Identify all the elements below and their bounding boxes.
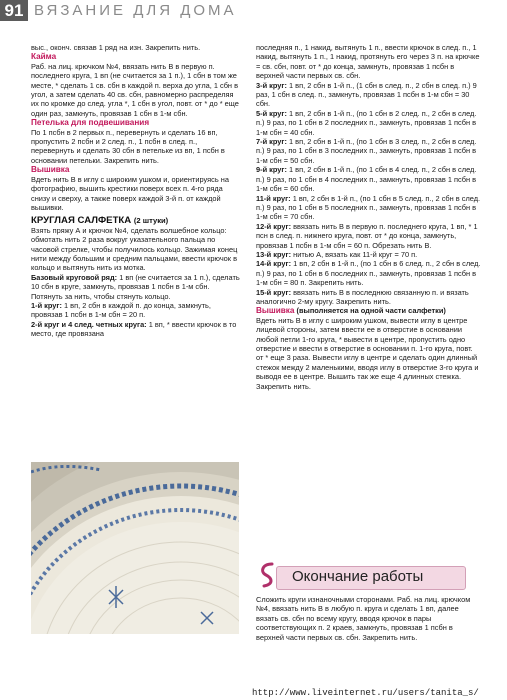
page-header	[0, 0, 507, 22]
round-9	[256, 165, 481, 193]
round-1	[31, 301, 241, 320]
round-2-label: 2-й круг и 4 след. четных круга:	[31, 319, 147, 329]
embroidery2-text: Вдеть нить В в иглу с широким ушком, вывести иглу в центре лицевой стороны, затем ввести ее в отверстие в основании любой петли 1-го круга, * вывести в центре, пропустить одно отверстие и ввести в отверстие в основании п. 1-го круга, повт. от * еще 3 раза. Вывести иглу в центре и сделать один длинный стежок между 2 маленькими, вводя иглу в отверстие 3-го круга и выводя ее в центре. Вышить так же еще 4 длинных стежка. Закрепить нить.	[256, 315, 479, 391]
round-14-label: 14-й круг:	[256, 259, 292, 269]
right-column	[256, 43, 481, 391]
round-3-text: 1 вп, 2 сбн в 1-й п., (1 сбн в след. п., 2 сбн в след. п.) 9 раз, 1 сбн в след. п., замкнуть, провязав 1 псбн в 1-м сбн = 30 сбн.	[256, 80, 477, 109]
magazine-title: ВЯЗАНИЕ ДЛЯ ДОМА	[34, 2, 237, 19]
round-12	[256, 222, 481, 250]
finish-text: Сложить круги изнаночными сторонами. Раб. на лиц. крючком №4, ввязать нить В в любую п. круга и сделать 1 вп, далее вязать св. сбн по всему кругу, вводя крючок в пары соответствующих п. 2 краев, замкнуть, провязав 1 псбн в верхней части первых св. сбн. Закрепить нить.	[256, 595, 471, 642]
embroidery2-note: (выполняется на одной части салфетки)	[296, 306, 446, 316]
intro-text: выс., оконч. связав 1 ряд на изн. Закрепить нить.	[31, 43, 201, 52]
embroidery-text: Вдеть нить В в иглу с широким ушком и, ориентируясь на фотографию, вышить крестики поверх всех п. 4-го ряда снизу и сверху, а также поверх каждой 3-й п. от каждой вышивки.	[31, 174, 229, 212]
base-row-label: Базовый круговой ряд:	[31, 272, 118, 282]
round-1-label: 1-й круг:	[31, 300, 62, 310]
round-1-text: 1 вп, 2 сбн в каждой п. до конца, замкнуть, провязав 1 псбн в 1-м сбн = 20 п.	[31, 300, 211, 320]
finish-title: Окончание работы	[292, 568, 424, 585]
round-15	[256, 288, 481, 307]
embroidery2	[256, 306, 481, 315]
base-row	[31, 273, 241, 301]
round-11-text: 1 вп, 2 сбн в 1-й п., (по 1 сбн в 5 след. п., 2 сбн в след. п.) 9 раз, по 1 сбн в 5 последних п., замкнуть, провязав 1 псбн в 1-м сбн = 70 сбн.	[256, 193, 481, 222]
doily-photo	[31, 462, 239, 634]
continuation-text: последняя п., 1 накид, вытянуть 1 п., ввести крючок в след. п., 1 накид, вытянуть 1 п., 1 накид, протянуть его через 3 п. на крючке = св. сбн, повт. от * до конца, замкнуть, провязав 1 псбн в верхней части первых св. сбн.	[256, 43, 480, 81]
embroidery2-heading: Вышивка	[256, 306, 295, 316]
round-9-text: 1 вп, 2 сбн в 1-й п., (по 1 сбн в 4 след. п., 2 сбн в след. п.) 9 раз, по 1 сбн в 4 последних п., замкнуть, провязав 1 псбн в 1-м сбн = 60 сбн.	[256, 165, 477, 194]
kayma-heading: Кайма	[31, 52, 57, 62]
section-text: Взять пряжу А и крючок №4, сделать волшебное кольцо: обмотать нить 2 раза вокруг указательного пальца по часовой стрелке, чтобы получилось кольцо. Зажимая конец нити между большим и средним пальцами, ввести крючок в кольцо и вытянуть нить из мотка.	[31, 225, 238, 273]
round-9-label: 9-й круг:	[256, 165, 287, 175]
kayma-text: Раб. на лиц. крючком №4, ввязать нить В в первую п. последнего круга, 1 вп (не считается за 1 п.), 1 сбн в том же месте, * сделать 1 св. сбн в каждой п. верха до угла, 1 сбн в угол, а затем сделать 40 св. сбн, равномерно распределяя их по кромке до след. угла *, 1 сбн в угол, повт. от * до * еще один раз, замкнуть, провязав 1 сбн в 1-м сбн.	[31, 61, 239, 118]
page-number: 91	[0, 0, 28, 21]
loop-heading: Петелька для подвешивания	[31, 118, 150, 128]
finish-banner	[258, 562, 464, 588]
round-5-text: 1 вп, 2 сбн в 1-й п., (по 1 сбн в 2 след. п., 2 сбн в след. п.) 9 раз, по 1 сбн в 2 последних п., замкнуть, провязав 1 псбн в 1-м сбн = 40 сбн.	[256, 108, 477, 137]
source-url: http://www.liveinternet.ru/users/tanita_s/	[252, 688, 479, 698]
round-12-text: ввязать нить В в первую п. последнего круга, 1 вп, * 1 псн в след. п. нижнего круга, повт. от * до конца, замкнуть, провязав 1 псбн в 1-м сбн = 60 п. Обрезать нить В.	[256, 221, 478, 250]
round-2	[31, 320, 241, 339]
round-11-label: 11-й круг:	[256, 193, 291, 203]
round-7	[256, 137, 481, 165]
round-2-text: 1 вп, * ввести крючок в то место, где провязана	[31, 319, 237, 339]
base-row-text: 1 вп (не считается за 1 п.), сделать 10 сбн в круге, замкнуть, провязав 1 псбн в 1-м сбн. Потянуть за нить, чтобы стянуть кольцо.	[31, 272, 240, 301]
section-title-text: КРУГЛАЯ САЛФЕТКА	[31, 215, 132, 227]
round-7-text: 1 вп, 2 сбн в 1-й п., (по 1 сбн в 3 след. п., 2 сбн в след. п.) 9 раз, по 1 сбн в 3 последних п., замкнуть, провязав 1 псбн в 1-м сбн = 50 сбн.	[256, 137, 477, 165]
round-5-label: 5-й круг:	[256, 108, 287, 118]
loop-text: По 1 псбн в 2 первых п., перевернуть и сделать 16 вп, пропустить 2 псбн и 2 след. п., 1 псбн в след. п., перевернуть и сделать 30 сбн в петельке из вп, 1 псбн в основании петельки. Закрепить нить.	[31, 127, 225, 165]
round-5	[256, 109, 481, 137]
round-15-text: ввязать нить В в последнюю связанную п. и вязать аналогично 2-му кругу. Закрепить нить.	[256, 287, 469, 306]
section-title	[31, 216, 241, 225]
round-3	[256, 81, 481, 109]
round-12-label: 12-й круг:	[256, 221, 292, 231]
round-11	[256, 194, 481, 222]
left-column	[31, 43, 241, 339]
round-7-label: 7-й круг:	[256, 137, 287, 147]
finish-section	[256, 595, 481, 642]
round-13-text: нитью А, вязать как 11-й круг = 70 п.	[293, 249, 418, 259]
round-13-label: 13-й круг:	[256, 249, 292, 259]
round-3-label: 3-й круг:	[256, 80, 287, 90]
round-13	[256, 250, 481, 259]
round-14	[256, 259, 481, 287]
round-15-label: 15-й круг:	[256, 287, 292, 297]
embroidery-heading: Вышивка	[31, 165, 70, 175]
section-subtitle: (2 штуки)	[133, 216, 169, 226]
yarn-ball-icon	[258, 562, 282, 588]
round-14-text: 1 вп, 2 сбн в 1-й п., (по 1 сбн в 6 след. п., 2 сбн в след. п.) 9 раз, по 1 сбн в 6 последних п., замкнуть, провязав 1 псбн в 1-м сбн = 80 п. Закрепить нить.	[256, 259, 481, 288]
doily-photo-image	[31, 462, 239, 634]
